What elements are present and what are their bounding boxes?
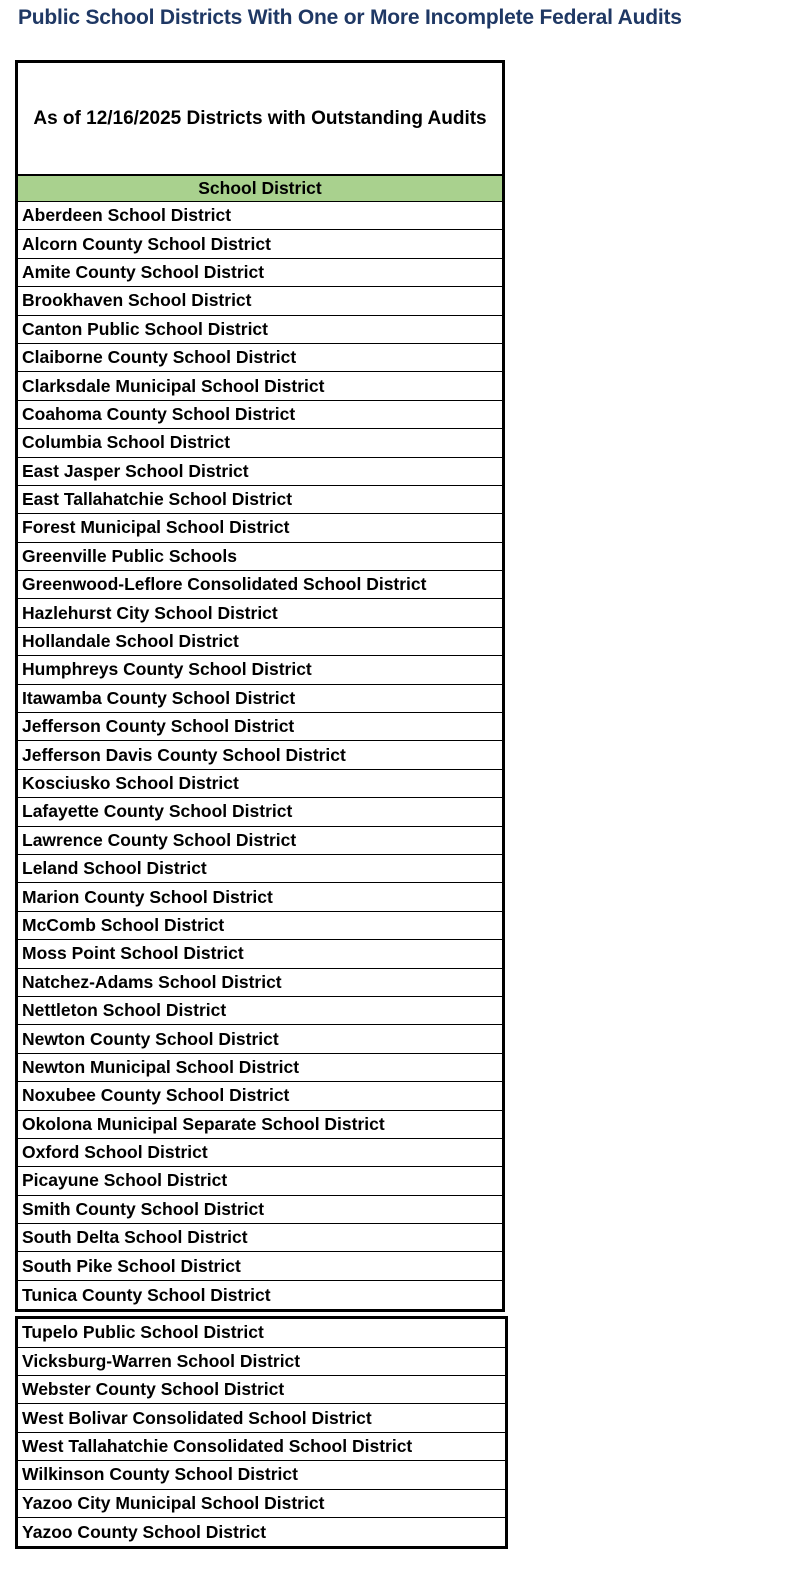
table-row xyxy=(18,401,502,429)
table-row xyxy=(18,798,502,826)
table-row xyxy=(18,713,502,741)
district-name: Newton County School District xyxy=(22,1028,279,1049)
district-rows-part2 xyxy=(18,1319,505,1546)
table-row xyxy=(18,912,502,940)
district-name: Natchez-Adams School District xyxy=(22,971,282,992)
table-row xyxy=(18,202,502,230)
district-name: Nettleton School District xyxy=(22,1000,227,1021)
district-name: Jefferson Davis County School District xyxy=(22,744,346,765)
table-row xyxy=(18,1196,502,1224)
district-name: Greenwood-Leflore Consolidated School District xyxy=(22,574,427,595)
table-row xyxy=(18,571,502,599)
district-name: Alcorn County School District xyxy=(22,233,271,254)
district-name: Amite County School District xyxy=(22,261,265,282)
table-row xyxy=(18,1490,505,1518)
district-name: Claiborne County School District xyxy=(22,347,297,368)
district-name: Tunica County School District xyxy=(22,1284,271,1305)
table-row xyxy=(18,969,502,997)
table-row xyxy=(18,940,502,968)
table-row xyxy=(18,1518,505,1546)
district-name: Hazlehurst City School District xyxy=(22,602,278,623)
table-row xyxy=(18,1082,502,1110)
district-name: Lafayette County School District xyxy=(22,801,293,822)
district-name: Aberdeen School District xyxy=(22,205,232,226)
district-name: Leland School District xyxy=(22,858,207,879)
district-name: McComb School District xyxy=(22,914,225,935)
table-row xyxy=(18,316,502,344)
table-row xyxy=(18,656,502,684)
audits-table-part1 xyxy=(15,60,505,1312)
district-name: Tupelo Public School District xyxy=(22,1322,264,1343)
audits-table-part2 xyxy=(15,1316,508,1549)
district-name: Itawamba County School District xyxy=(22,687,296,708)
table-row xyxy=(18,1404,505,1432)
district-name: Vicksburg-Warren School District xyxy=(22,1350,301,1371)
table-row xyxy=(18,1319,505,1347)
district-name: Yazoo City Municipal School District xyxy=(22,1492,325,1513)
table-row xyxy=(18,1281,502,1309)
table-row xyxy=(18,628,502,656)
district-name: Oxford School District xyxy=(22,1142,208,1163)
table-row xyxy=(18,1025,502,1053)
district-name: Okolona Municipal Separate School District xyxy=(22,1113,385,1134)
district-name: Smith County School District xyxy=(22,1198,265,1219)
district-name: Jefferson County School District xyxy=(22,716,295,737)
table-row xyxy=(18,741,502,769)
district-name: Canton Public School District xyxy=(22,318,268,339)
district-name: Forest Municipal School District xyxy=(22,517,290,538)
district-name: Lawrence County School District xyxy=(22,829,297,850)
district-name: East Tallahatchie School District xyxy=(22,489,293,510)
table-row xyxy=(18,883,502,911)
table-row xyxy=(18,287,502,315)
table-row xyxy=(18,1111,502,1139)
district-name: Humphreys County School District xyxy=(22,659,312,680)
district-name: Moss Point School District xyxy=(22,943,244,964)
table-row xyxy=(18,1139,502,1167)
district-name: Webster County School District xyxy=(22,1379,285,1400)
table-row xyxy=(18,1252,502,1280)
district-name: Newton Municipal School District xyxy=(22,1056,300,1077)
table-row xyxy=(18,458,502,486)
table-row xyxy=(18,827,502,855)
table-row xyxy=(18,259,502,287)
district-name: Kosciusko School District xyxy=(22,773,239,793)
table-row xyxy=(18,685,502,713)
district-name: West Tallahatchie Consolidated School District xyxy=(22,1435,413,1456)
district-name: West Bolivar Consolidated School District xyxy=(22,1407,372,1428)
table-row xyxy=(18,1224,502,1252)
table-row xyxy=(18,1461,505,1489)
table-row xyxy=(18,486,502,514)
table-row xyxy=(18,344,502,372)
table-row xyxy=(18,1348,505,1376)
table-row xyxy=(18,543,502,571)
page-title: Public School Districts With One or More Incomplete Federal Audits xyxy=(18,6,682,29)
district-name: Columbia School District xyxy=(22,432,231,453)
district-name: Coahoma County School District xyxy=(22,403,296,424)
district-name: Clarksdale Municipal School District xyxy=(22,375,325,396)
table-row xyxy=(18,429,502,457)
district-name: East Jasper School District xyxy=(22,460,249,481)
district-name: Greenville Public Schools xyxy=(22,545,237,566)
district-name: Brookhaven School District xyxy=(22,290,252,311)
district-name: Marion County School District xyxy=(22,886,273,907)
district-name: Wilkinson County School District xyxy=(22,1464,298,1485)
district-name: South Delta School District xyxy=(22,1227,248,1248)
district-name: Picayune School District xyxy=(22,1170,228,1191)
table-row xyxy=(18,1376,505,1404)
district-name: Noxubee County School District xyxy=(22,1085,290,1106)
table-caption: As of 12/16/2025 Districts with Outstanding Audits xyxy=(18,63,502,176)
table-row xyxy=(18,770,502,798)
table-row xyxy=(18,514,502,542)
table-row xyxy=(18,372,502,400)
table-row xyxy=(18,1167,502,1195)
district-name: South Pike School District xyxy=(22,1255,241,1276)
table-row xyxy=(18,230,502,258)
table-row xyxy=(18,997,502,1025)
column-header-school-district: School District xyxy=(18,176,502,202)
table-row xyxy=(18,1433,505,1461)
district-rows-part1 xyxy=(18,202,502,1309)
district-name: Hollandale School District xyxy=(22,631,239,652)
table-row xyxy=(18,855,502,883)
district-name: Yazoo County School District xyxy=(22,1521,267,1542)
table-row xyxy=(18,1054,502,1082)
table-row xyxy=(18,599,502,627)
